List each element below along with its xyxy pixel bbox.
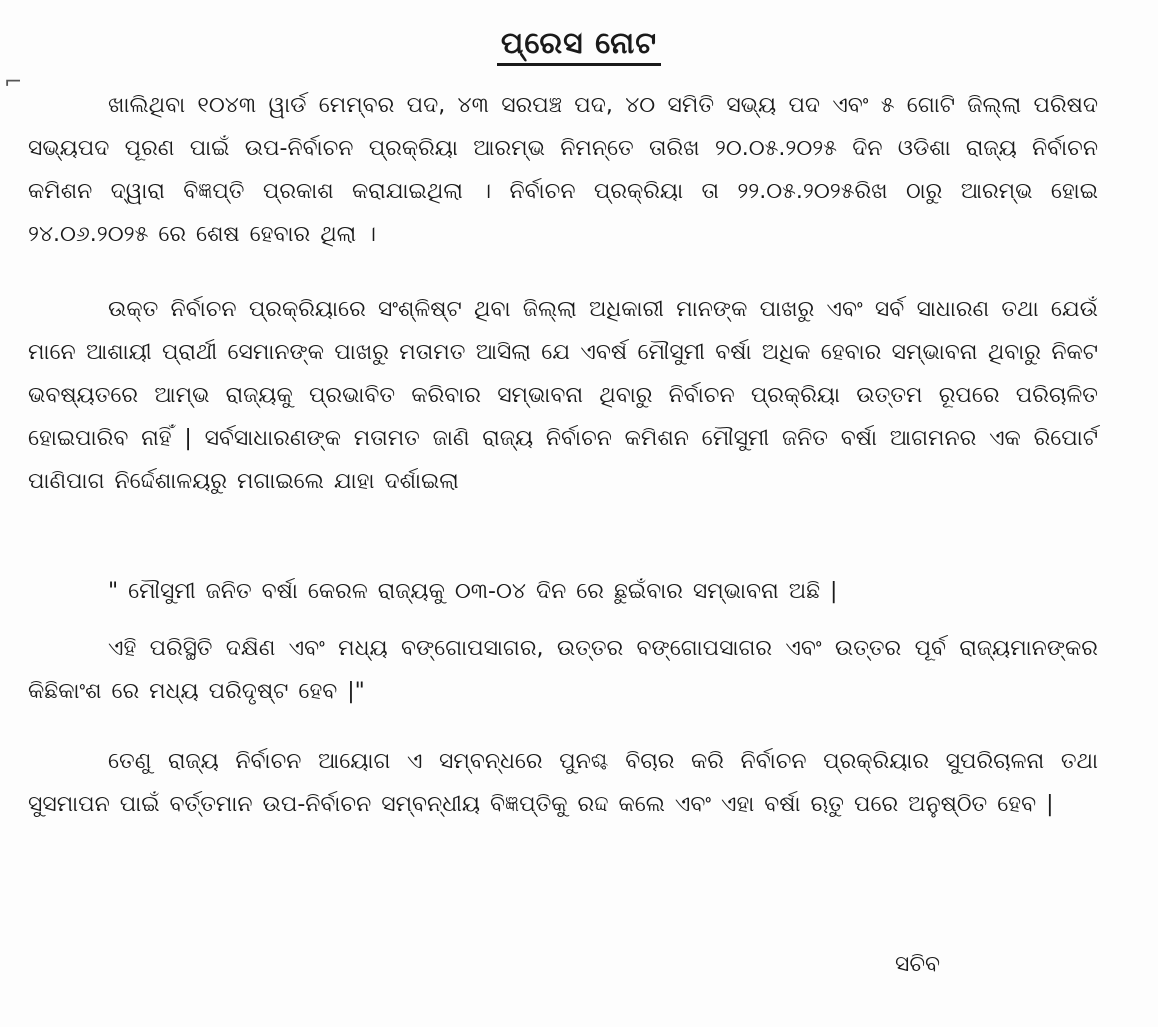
paragraph-3-quote-start: " ମୌସୁମୀ ଜନିତ ବର୍ଷା କେରଳ ରାଜ୍ୟକୁ ୦୩-୦୪ ଦିନ ରେ ଛୁଇଁବାର ସମ୍ଭାବନା ଅଛି |: [108, 579, 838, 604]
scan-edge-mark: ⌐: [4, 70, 23, 95]
signature: ସଚିବ: [895, 952, 940, 977]
document-title-text: ପ୍ରେସ ନୋଟ: [497, 26, 661, 66]
paragraph-5: ତେଣୁ ରାଜ୍ୟ ନିର୍ବାଚନ ଆୟୋଗ ଏ ସମ୍ବନ୍ଧରେ ପୁନଶ୍ଚ ବିଚାର କରି ନିର୍ବାଚନ ପ୍ରକ୍ରିୟାର ସୁପରିଚାଳନା ତଥା ସୁସମାପନ ପାଇଁ ବର୍ତ୍ତମାନ ଉପ-ନିର୍ବାଚନ ସମ୍ବନ୍ଧୀୟ ବିଜ୍ଞପ୍ତିକୁ ରଦ୍ଦ କଲେ ଏବଂ ଏହା ବର୍ଷା ଋତୁ ପରେ ଅନୁଷ୍ଠିତ ହେବ |: [28, 749, 1098, 817]
paragraph-4-quote-end: ଏହି ପରିସ୍ଥିତି ଦକ୍ଷିଣ ଏବଂ ମଧ୍ୟ ବଙ୍ଗୋପସାଗର, ଉତ୍ତର ବଙ୍ଗୋପସାଗର ଏବଂ ଉତ୍ତର ପୂର୍ବ ରାଜ୍ୟମାନଙ୍କର କିଛିକାଂଶ ରେ ମଧ୍ୟ ପରିଦୃଷ୍ଟ ହେବ |": [28, 636, 1098, 704]
paragraph-2: ଉକ୍ତ ନିର୍ବାଚନ ପ୍ରକ୍ରିୟାରେ ସଂଶ୍ଳିଷ୍ଟ ଥିବା ଜିଲ୍ଲା ଅଧିକାରୀ ମାନଙ୍କ ପାଖରୁ ଏବଂ ସର୍ବ ସାଧାରଣ ତଥା ଯେଉଁ ମାନେ ଆଶାୟୀ ପ୍ରାର୍ଥୀ ସେମାନଙ୍କ ପାଖରୁ ମତାମତ ଆସିଲା ଯେ ଏବର୍ଷ ମୌସୁମୀ ବର୍ଷା ଅଧିକ ହେବାର ସମ୍ଭାବନା ଥିବାରୁ ନିକଟ ଭବଷ୍ୟତରେ ଆମ୍ଭ ରାଜ୍ୟକୁ ପ୍ରଭାବିତ କରିବାର ସମ୍ଭାବନା ଥିବାରୁ ନିର୍ବାଚନ ପ୍ରକ୍ରିୟା ଉତ୍ତମ ରୂପରେ ପରିଚାଳିତ ହୋଇପାରିବ ନାହିଁ | ସର୍ବସାଧାରଣଙ୍କ ମତାମତ ଜାଣି ରାଜ୍ୟ ନିର୍ବାଚନ କମିଶନ ମୌସୁମୀ ଜନିତ ବର୍ଷା ଆଗମନର ଏକ ରିପୋର୍ଟ ପାଣିପାଗ ନିର୍ଦ୍ଦେଶାଳୟରୁ ମଗାଇଲେ ଯାହା ଦର୍ଶାଇଲା: [28, 297, 1098, 494]
document-title: [0, 26, 1158, 61]
paragraph-1: ଖାଲିଥିବା ୧୦୪୩ ୱାର୍ଡ ମେମ୍ବର ପଦ, ୪୩ ସରପଞ୍ଚ ପଦ, ୪୦ ସମିତି ସଭ୍ୟ ପଦ ଏବଂ ୫ ଗୋଟି ଜିଲ୍ଲା ପରିଷଦ ସଭ୍ୟପଦ ପୂରଣ ପାଇଁ ଉପ-ନିର୍ବାଚନ ପ୍ରକ୍ରିୟା ଆରମ୍ଭ ନିମନ୍ତେ ତାରିଖ ୨୦.୦୫.୨୦୨୫ ଦିନ ଓଡିଶା ରାଜ୍ୟ ନିର୍ବାଚନ କମିଶନ ଦ୍ୱାରା ବିଜ୍ଞପ୍ତି ପ୍ରକାଶ କରାଯାଇଥିଲା । ନିର୍ବାଚନ ପ୍ରକ୍ରିୟା ତା ୨୨.୦୫.୨୦୨୫ରିଖ ଠାରୁ ଆରମ୍ଭ ହୋଇ ୨୪.୦୬.୨୦୨୫ ରେ ଶେଷ ହେବାର ଥିଲା ।: [28, 93, 1098, 247]
